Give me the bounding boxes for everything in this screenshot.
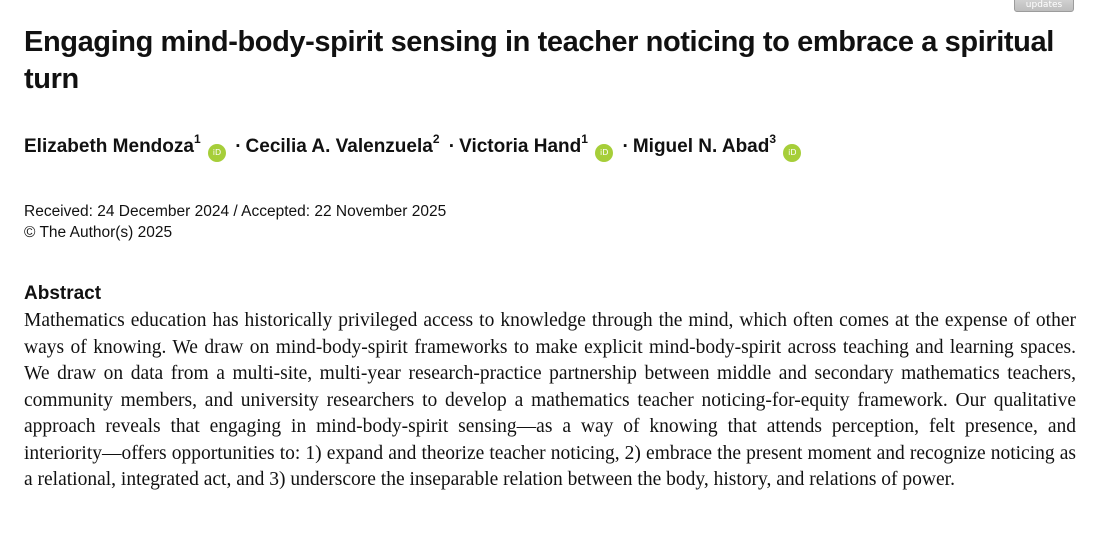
author-separator: ·	[622, 136, 629, 157]
author-affiliation: 3	[769, 131, 777, 146]
author-name[interactable]: Miguel N. Abad	[632, 136, 770, 157]
article-title: Engaging mind-body-spirit sensing in teacher noticing to embrace a spiritual turn	[24, 26, 1054, 95]
author-separator: ·	[235, 136, 242, 157]
author-name[interactable]: Victoria Hand	[459, 136, 582, 157]
orcid-icon[interactable]: iD	[783, 144, 801, 162]
received-accepted-dates: Received: 24 December 2024 / Accepted: 22 November 2025	[24, 203, 447, 220]
author-affiliation: 1	[193, 131, 201, 146]
article-history	[24, 201, 446, 243]
orcid-icon[interactable]: iD	[595, 144, 613, 162]
updates-badge-label: updates	[1025, 0, 1063, 10]
abstract-heading: Abstract	[24, 283, 102, 304]
abstract-text: Mathematics education has historically privileged access to knowledge through the mind, which often comes at the expense of other ways of knowing. We draw on mind-body-spirit frameworks to make explicit mind-body-spirit across teaching and learning spaces. We draw on data from a multi-site, multi-year research-practice partnership between middle and secondary mathematics teachers, community members, and university researchers to develop a mathematics teacher noticing-for-equity framework. Our qualitative approach reveals that engaging in mind-body-spirit sensing—as a way of knowing that attends perception, felt presence, and interiority—offers opportunities to: 1) expand and theorize teacher noticing, 2) embrace the present moment and recognize noticing as a relational, integrated act, and 3) underscore the inseparable relation between the body, history, and relations of power.	[24, 310, 1076, 490]
orcid-icon[interactable]: iD	[208, 144, 226, 162]
author-name[interactable]: Cecilia A. Valenzuela	[245, 136, 433, 157]
author-separator: ·	[448, 136, 456, 157]
author-name[interactable]: Elizabeth Mendoza	[24, 136, 194, 157]
author-list	[24, 131, 801, 162]
copyright-notice: © The Author(s) 2025	[24, 224, 173, 241]
author-affiliation: 1	[581, 131, 588, 146]
check-for-updates-badge[interactable]	[1014, 0, 1074, 12]
author-affiliation: 2	[432, 131, 440, 146]
